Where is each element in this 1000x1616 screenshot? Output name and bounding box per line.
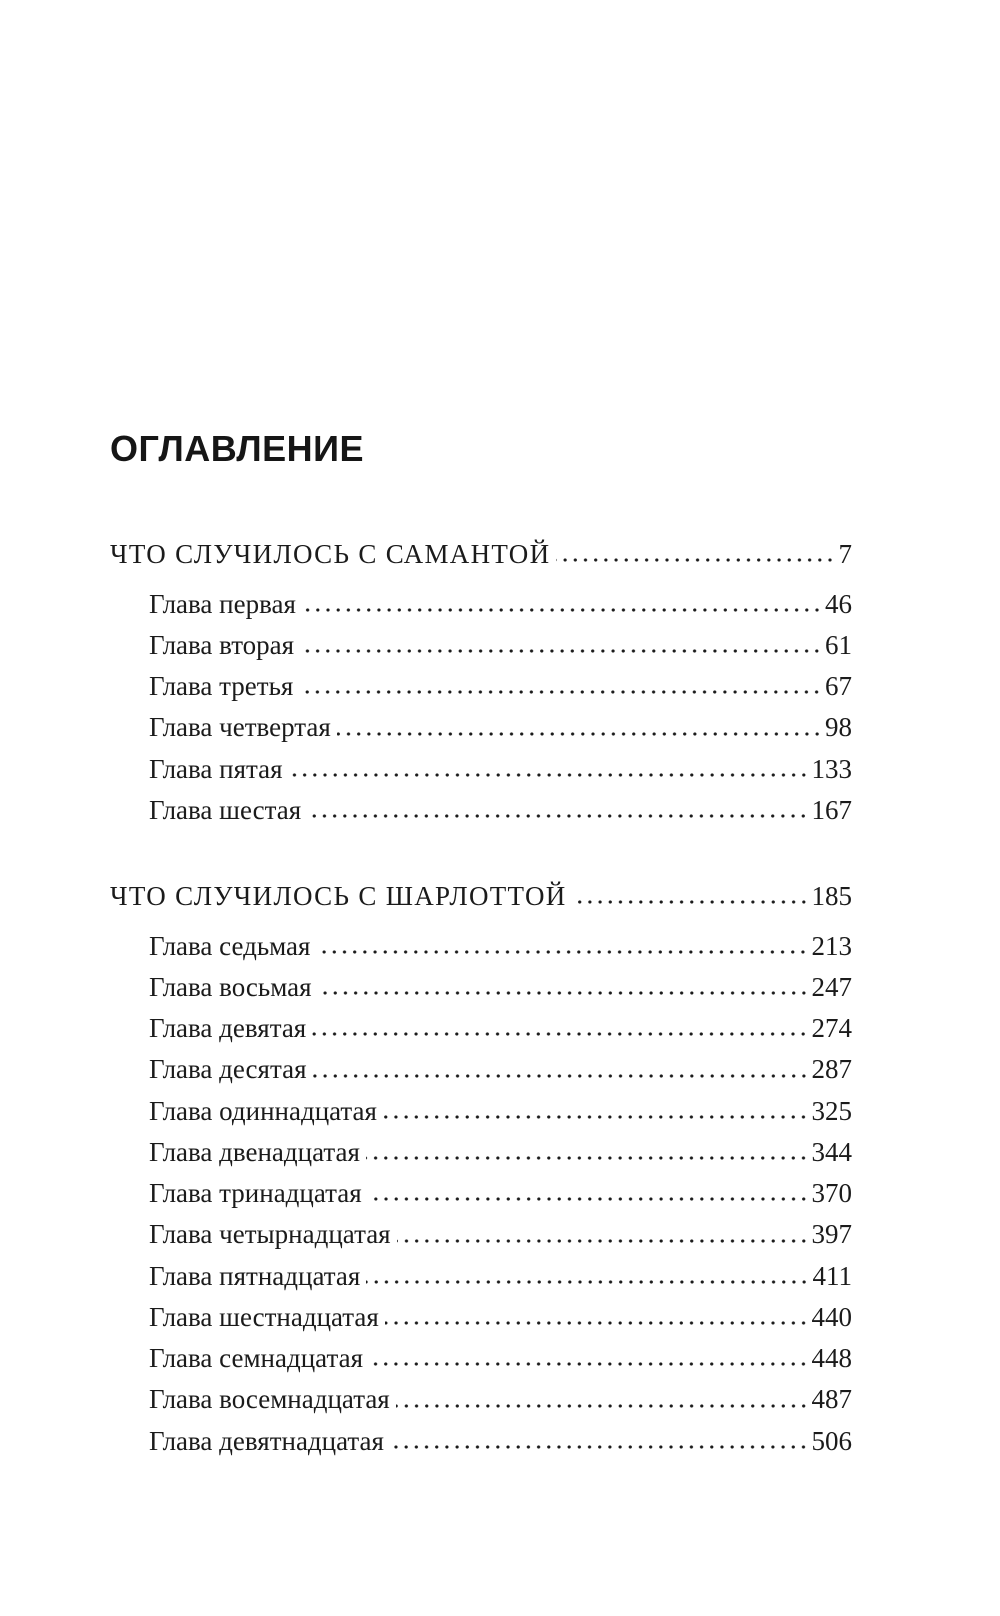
chapter-row xyxy=(110,1421,852,1462)
chapter-title: Глава двенадцатая xyxy=(149,1136,360,1167)
chapter-page: 247 xyxy=(811,971,852,1002)
leader-dots xyxy=(383,1114,809,1120)
chapter-page: 133 xyxy=(811,753,852,784)
chapter-page: 213 xyxy=(811,930,852,961)
chapter-page: 370 xyxy=(811,1178,852,1208)
part-page: 7 xyxy=(838,538,852,569)
chapter-page: 61 xyxy=(825,629,852,660)
leader-dots xyxy=(299,689,822,695)
leader-dots xyxy=(307,813,808,819)
leader-dots xyxy=(366,1279,809,1285)
chapter-title: Глава четвертая xyxy=(149,712,331,743)
chapter-row xyxy=(110,967,852,1008)
leader-dots xyxy=(390,1444,809,1450)
chapter-title: Глава пятнадцатая xyxy=(149,1260,361,1291)
chapter-page: 411 xyxy=(812,1260,852,1291)
chapter-page: 487 xyxy=(811,1384,852,1415)
leader-dots xyxy=(368,1196,809,1202)
chapter-row xyxy=(110,707,852,748)
chapter-row xyxy=(110,1214,852,1255)
leader-dots xyxy=(573,899,809,905)
chapter-row xyxy=(110,1338,852,1379)
chapter-page: 325 xyxy=(811,1095,852,1126)
part-title: ЧТО СЛУЧИЛОСЬ С САМАНТОЙ xyxy=(110,538,551,569)
chapter-row xyxy=(110,1049,852,1090)
chapter-page: 397 xyxy=(811,1219,852,1250)
chapter-title: Глава пятая xyxy=(149,753,283,784)
chapter-row xyxy=(110,666,852,707)
chapter-page: 344 xyxy=(811,1136,852,1167)
chapter-title: Глава первая xyxy=(149,588,296,619)
chapter-row xyxy=(110,1008,852,1049)
toc-title: ОГЛАВЛЕНИЕ xyxy=(110,428,365,469)
part-row xyxy=(110,534,852,575)
chapter-page: 46 xyxy=(825,588,852,619)
leader-dots xyxy=(385,1320,809,1326)
chapter-page: 67 xyxy=(825,671,852,701)
chapter-title: Глава девятая xyxy=(149,1013,307,1043)
chapter-row xyxy=(110,1256,852,1297)
chapter-title: Глава тринадцатая xyxy=(149,1178,362,1208)
chapter-title: Глава вторая xyxy=(149,629,295,660)
chapter-row xyxy=(110,1132,852,1173)
leader-dots xyxy=(366,1155,809,1161)
chapter-title: Глава десятая xyxy=(149,1054,307,1085)
chapter-row xyxy=(110,1379,852,1420)
leader-dots xyxy=(289,772,809,778)
leader-dots xyxy=(300,648,822,654)
leader-dots xyxy=(369,1361,809,1367)
chapter-page: 440 xyxy=(811,1301,852,1332)
chapter-row xyxy=(110,926,852,967)
leader-dots xyxy=(313,1073,809,1079)
part-row xyxy=(110,876,852,917)
chapter-title: Глава восьмая xyxy=(149,971,312,1002)
chapter-title: Глава четырнадцатая xyxy=(149,1219,391,1250)
chapter-title: Глава шестая xyxy=(149,794,302,825)
toc-part-samantha xyxy=(110,534,852,832)
leader-dots xyxy=(318,990,809,996)
leader-dots xyxy=(316,949,808,955)
chapter-title: Глава одиннадцатая xyxy=(149,1095,377,1126)
chapter-row xyxy=(110,749,852,790)
chapter-row xyxy=(110,584,852,625)
part-page: 185 xyxy=(811,880,852,911)
chapter-page: 274 xyxy=(811,1013,852,1043)
toc-part-charlotte xyxy=(110,876,852,1462)
chapter-title: Глава восемнадцатая xyxy=(149,1384,390,1415)
chapter-title: Глава шестнадцатая xyxy=(149,1301,379,1332)
chapter-row xyxy=(110,790,852,831)
chapter-page: 167 xyxy=(811,794,852,825)
leader-dots xyxy=(312,1031,808,1037)
chapter-page: 98 xyxy=(825,712,852,743)
chapter-page: 287 xyxy=(811,1054,852,1085)
chapter-row xyxy=(110,1297,852,1338)
chapter-row xyxy=(110,1173,852,1214)
chapter-title: Глава семнадцатая xyxy=(149,1343,363,1373)
chapter-page: 448 xyxy=(811,1343,852,1373)
chapter-page: 506 xyxy=(811,1425,852,1456)
leader-dots xyxy=(302,607,822,613)
leader-dots xyxy=(556,557,835,563)
leader-dots xyxy=(396,1403,809,1409)
chapter-title: Глава третья xyxy=(149,671,294,701)
leader-dots xyxy=(337,731,822,737)
leader-dots xyxy=(397,1238,809,1244)
chapter-row xyxy=(110,625,852,666)
part-title: ЧТО СЛУЧИЛОСЬ С ШАРЛОТТОЙ xyxy=(110,880,567,911)
chapter-title: Глава седьмая xyxy=(149,930,311,961)
chapter-title: Глава девятнадцатая xyxy=(149,1425,384,1456)
chapter-row xyxy=(110,1091,852,1132)
